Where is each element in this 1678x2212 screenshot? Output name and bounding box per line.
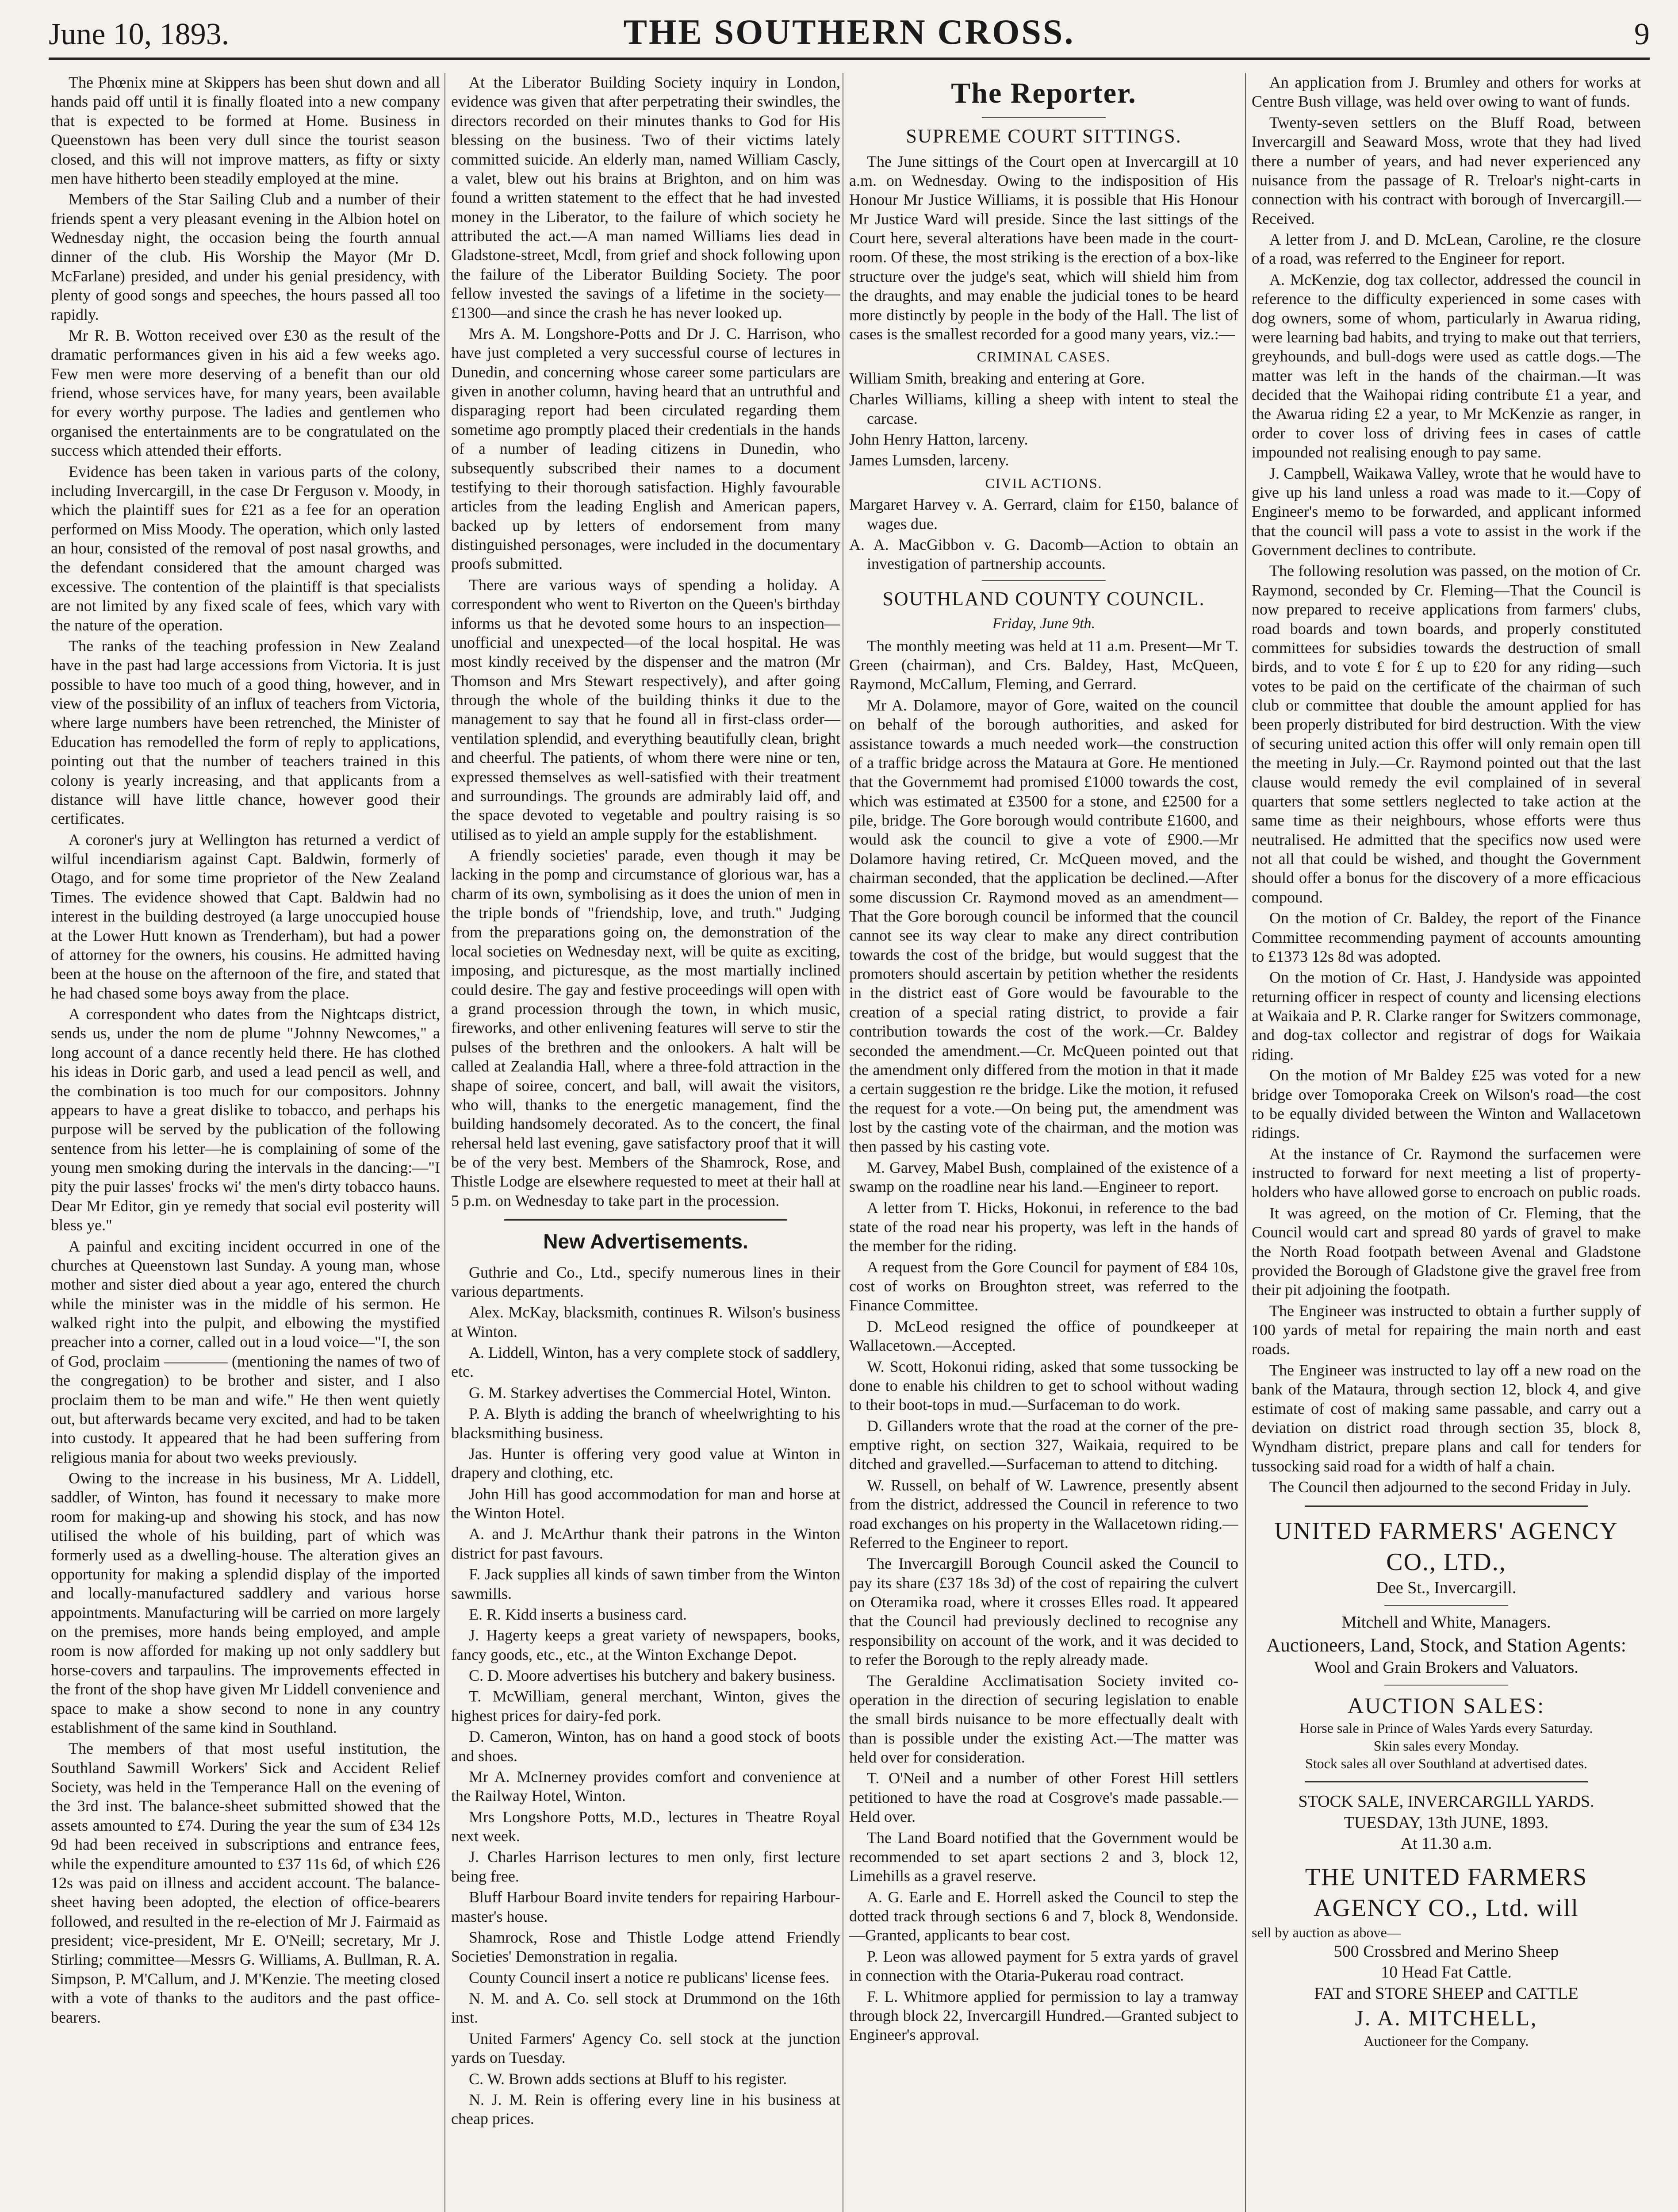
advertisement-notice: Mrs Longshore Potts, M.D., lectures in Theatre Royal next week. (451, 1808, 840, 1845)
advertisement-notice: Mr A. McInerney provides comfort and convenience at the Railway Hotel, Winton. (451, 1767, 840, 1805)
advertisement-notice: Jas. Hunter is offering very good value at Winton in drapery and clothing, etc. (451, 1444, 840, 1482)
news-paragraph: The Phœnix mine at Skippers has been shut down and all hands paid off until it is finally floated into a new company that is expected to be formed at Home. Business in Queenstown has been very dull since the tourist season closed, and this will not improve matters, as fifty or sixty men have hitherto been steadily employed at the mine. (51, 73, 440, 187)
news-paragraph: Mr R. B. Wotton received over £30 as the result of the dramatic performances given in his aid a few weeks ago. Few men were more deserving of a benefit than our old friend, whose services have, for many years, been available for every worthy purpose. The ladies and gentlemen who organised the entertainments are to be congratulated on the success which attended their efforts. (51, 326, 440, 460)
council-item: The Geraldine Acclimatisation Society invited co-operation in the direction of securing legislation to enable the small birds nuisance to be more effectually dealt with than is possible under the existing Act.—The matter was held over for consideration. (849, 1671, 1238, 1767)
council-item: J. Campbell, Waikawa Valley, wrote that he would have to give up his land unless a road was made to it.—Copy of Engineer's memo to be forwarded, and applicant informed that the council will pass a vote to assist in the work if the Government declines to contribute. (1252, 464, 1641, 559)
criminal-case: John Henry Hatton, larceny. (849, 430, 1028, 448)
news-paragraph: A correspondent who dates from the Nightcaps district, sends us, under the nom de plume "Johnny Newcomes," a long account of a dance recently held there. He has clothed his ideas in Doric garb, and used a lead pencil as well, and the combination is too much for our compositors. Johnny appears to have a great dislike to tobacco, and perhaps his purpose will be served by the publication of the following sentence from his letter—he is complaining of some of the young men smoking during the intervals in the dancing:—"I pity the puir lasses' frocks wi' the men's dirty tobacco hauns. Dear Mr Editor, gin ye remedy that social evil posterity will bless ye." (51, 1005, 440, 1234)
advertisement-notice: G. M. Starkey advertises the Commercial Hotel, Winton. (469, 1383, 831, 1402)
advertisement-notice: E. R. Kidd inserts a business card. (469, 1605, 687, 1623)
ad-lot: FAT and STORE SHEEP and CATTLE (1314, 1984, 1578, 2003)
column-4-articles (1252, 73, 1641, 1497)
divider (1305, 1781, 1588, 1782)
civil-actions-list (849, 495, 1238, 574)
ad-sell-by: sell by auction as above— (1252, 1924, 1401, 1940)
column-4 (1252, 73, 1641, 2212)
news-paragraph: At the Liberator Building Society inquiry in London, evidence was given that after perpetrating their swindles, the directors recorded on their minutes thanks to God for His blessing on the business. Two of their victims lately committed suicide. An elderly man, named William Cascly, a valet, blew out his brains at Brighton, and on him was found a written statement to the effect that he had invested money in the Liberator, to the failure of which society he attributed the act.—A man named Williams lies dead in Gladstone-street, Mcdl, from grief and shock following upon the failure of the Liberator Building Society. The poor fellow invested the savings of a lifetime in the society—£1300—and since the crash he has never looked up. (451, 73, 840, 322)
masthead (49, 9, 1650, 60)
council-item: The Engineer was instructed to obtain a further supply of 100 yards of metal for repairing the main north and east roads. (1252, 1302, 1641, 1358)
ad-brokers: Wool and Grain Brokers and Valuators. (1314, 1658, 1578, 1677)
column-rule (1245, 73, 1246, 2212)
county-council-heading: SOUTHLAND COUNTY COUNCIL. (882, 588, 1205, 610)
criminal-cases-list (849, 369, 1238, 470)
news-paragraph: Members of the Star Sailing Club and a number of their friends spent a very pleasant evening in the Albion hotel on Wednesday night, the occasion being the fourth annual dinner of the club. His Worship the Mayor (Mr D. McFarlane) presided, and under his genial presidency, with plenty of good songs and speeches, the hours passed all too rapidly. (51, 190, 440, 323)
council-item: T. O'Neil and a number of other Forest Hill settlers petitioned to have the road at Cosgrove's made passable.—Held over. (849, 1769, 1238, 1826)
reporter-heading: The Reporter. (951, 77, 1137, 109)
ad-auctioneer-title: Auctioneer for the Company. (1364, 2032, 1529, 2049)
news-paragraph: A painful and exciting incident occurred in one of the churches at Queenstown last Sunday. A young man, whose mother and sister died about a year ago, entered the church while the minister was in the middle of his sermon. He walked right into the pulpit, and elbowing the mystified preacher into a corner, called out in a loud voice—"I, the son of God, proclaim ———— (mentioning the names of two of the congregation) to be brother and sister, and I also proclaim them to be man and wife." He then went quietly out, but afterwards became very excited, and had to be taken into custody. It appeared that he had been suffering from religious mania for about two weeks previously. (51, 1237, 440, 1466)
council-item: A request from the Gore Council for payment of £84 10s, cost of works on Broughton street, was referred to the Finance Committee. (849, 1258, 1238, 1314)
county-council-date: Friday, June 9th. (992, 615, 1096, 632)
news-paragraph: A coroner's jury at Wellington has returned a verdict of wilful incendiarism against Capt. Baldwin, formerly of Otago, and for some time proprietor of the New Zealand Times. The evidence showed that Capt. Baldwin had no interest in the building destroyed (a large unoccupied house at the Lower Hutt known as Trenderham), but had a power of attorney for the owners, his cousins. He admitted having been at the house on the afternoon of the fire, and stated that he had chased some boys away from the place. (51, 830, 440, 1002)
advertisement-notice: J. Hagerty keeps a great variety of newspapers, books, fancy goods, etc., etc., at the Winton Exchange Depot. (451, 1626, 840, 1663)
new-advertisements-heading: New Advertisements. (543, 1230, 748, 1253)
council-item: On the motion of Cr. Hast, J. Handyside was appointed returning officer in respect of county and licensing elections at Waikaia and P. R. Clarke ranger for Switzers commonage, and dog-tax collector and registrar of dogs for Waikaia riding. (1252, 968, 1641, 1063)
divider (982, 117, 1106, 118)
ad-lot: 500 Crossbred and Merino Sheep (1333, 1942, 1559, 1961)
council-item: An application from J. Brumley and others for works at Centre Bush village, was held over owing to want of funds. (1252, 73, 1641, 111)
council-item: A letter from J. and D. McLean, Caroline, re the closure of a road, was referred to the Engineer for report. (1252, 230, 1641, 268)
news-paragraph: Evidence has been taken in various parts of the colony, including Invercargill, in the case Dr Ferguson v. Moody, in which the plaintiff sues for £21 as a fee for an operation performed on Miss Moody. The operation, which only lasted an hour, consisted of the removal of post nasal growths, and the defendant considered that the amount charged was excessive. The contention of the plaintiff is that specialists are not limited by any fixed scale of fees, which vary with the nature of the operation. (51, 462, 440, 634)
council-item: Twenty-seven settlers on the Bluff Road, between Invercargill and Seaward Moss, wrote that they had lived there a number of years, and had never experienced any nuisance from the passage of R. Treloar's night-carts in connection with his contract with borough of Invercargill.—Received. (1252, 113, 1641, 227)
divider (504, 1219, 787, 1221)
advertisement-notice: A. Liddell, Winton, has a very complete stock of saddlery, etc. (451, 1344, 840, 1381)
council-item: The Engineer was instructed to lay off a new road on the bank of the Mataura, through section 12, block 4, and give estimate of cost of making same passable, and carry out a deviation on district road through section 35, block 8, Wyndham district, prepare plans and call for tenders for tussocking said road for a width of half a chain. (1252, 1361, 1641, 1475)
council-item: On the motion of Cr. Baldey, the report of the Finance Committee recommending payment of accounts amounting to £1373 12s 8d was adopted. (1252, 909, 1641, 965)
ad-auction-line: Stock sales all over Southland at advertised dates. (1305, 1755, 1588, 1772)
advertisement-notice: Shamrock, Rose and Thistle Lodge attend Friendly Societies' Demonstration in regalia. (451, 1928, 840, 1966)
divider (1305, 1505, 1588, 1507)
ad-sale-time: At 11.30 a.m. (1400, 1834, 1492, 1853)
council-item: F. L. Whitmore applied for permission to lay a tramway through block 22, Invercargill Hundred.—Granted subject to Engineer's approval. (849, 1987, 1238, 2044)
column-2-articles (451, 73, 840, 1210)
criminal-cases-heading: CRIMINAL CASES. (977, 349, 1111, 365)
news-paragraph: The members of that most useful institution, the Southland Sawmill Workers' Sick and Accident Relief Society, was held in the Temperance Hall on the evening of the 3rd inst. The balance-sheet submitted showed that the assets amounted to £74. During the year the sum of £34 12s 9d had been received in subscriptions and entrance fees, while the expenditure amounted to £37 11s 6d, of which £26 12s was paid on illness and accident account. The balance-sheet having been adopted, the election of office-bearers followed, and resulted in the re-election of Mr J. Fairmaid as president; vice-president, Mr E. O'Neill; secretary, Mr J. Stirling; committee—Messrs G. Williams, A. Bullman, R. A. Simpson, P. M'Callum, and J. M'Kenzie. The meeting closed with a vote of thanks to the auditors and the past office-bearers. (51, 1740, 440, 2026)
council-item: Mr A. Dolamore, mayor of Gore, waited on the council on behalf of the borough authorities, and asked for assistance towards a much needed work—the construction of a traffic bridge across the Mataura at Gore. He mentioned that the Governmemt had promised £1000 towards the cost, which was estimated at £3500 for a stone, and £2500 for a pile, bridge. The Gore borough would contribute £1600, and would ask the council to give a vote of £900.—Mr Dolamore having retired, Cr. McQueen moved, and the chairman seconded, that the application be declined.—After some discussion Cr. Raymond moved as an amendment—That the Gore borough council be informed that the council cannot see its way clear to make any direct contribution towards the cost of the bridge, but would suggest that the promoters should ascertain by petition whether the residents in the district east of Gore would be favourable to the creation of a special rating district, to provide a fair contribution towards the cost of the work.—Cr. Baldey seconded the amendment.—Cr. McQueen pointed out that the amendment only differed from the motion in that it made a certain suggestion re the bridge. Like the motion, it refused the request for a vote.—On being put, the amendment was lost by the casting vote of the chairman, and the motion was then passed by his casting vote. (849, 696, 1238, 1156)
council-item: D. McLeod resigned the office of poundkeeper at Wallacetown.—Accepted. (849, 1317, 1238, 1355)
advertisement-notice: Bluff Harbour Board invite tenders for repairing Harbour-master's house. (451, 1888, 840, 1925)
council-item: On the motion of Mr Baldey £25 was voted for a new bridge over Tomoporaka Creek on Wilson's road—the cost to be equally divided between the Winton and Wallacetown ridings. (1252, 1066, 1641, 1142)
council-item: The Land Board notified that the Government would be recommended to set apart sections 2 and 3, block 12, Limehills as a gravel reserve. (849, 1828, 1238, 1885)
issue-date: June 10, 1893. (49, 17, 230, 51)
advertisement-notice: A. and J. McArthur thank their patrons in the Winton district for past favours. (451, 1525, 840, 1562)
advertisement-notice: Guthrie and Co., Ltd., specify numerous lines in their various departments. (451, 1263, 840, 1300)
ad-auction-line: Skin sales every Monday. (1373, 1738, 1519, 1754)
council-item: A. McKenzie, dog tax collector, addressed the council in reference to the difficulty experienced in some cases with dog owners, some of whom, particularly in Awarua riding, were learning bad habits, and trying to make out that terriers, greyhounds, and bull-dogs were used as cattle dogs.—The matter was left in the hands of the chairman.—It was decided that the Waihopai riding contribute £1 a year, and the Awarua riding £2 a year, to Mr McKenzie as ranger, in order to cover loss of driving fees in cases of cattle impounded not realising enough to pay same. (1252, 270, 1641, 461)
advertisement-notice: John Hill has good accommodation for man and horse at the Winton Hotel. (451, 1485, 840, 1522)
news-paragraph: Mrs A. M. Longshore-Potts and Dr J. C. Harrison, who have just completed a very successful course of lectures in Dunedin, and concerning whose career some particulars are given in another column, having heard that an untruthful and disparaging report had been circulated regarding them sometime ago promptly placed their credentials in the hands of a number of leading citizens in Dunedin, who subsequently subscribed their names to a document testifying to their thorough satisfaction. Highly favourable articles from the leading English and American papers, backed up by letters of endorsement from many distinguished personages, were included in the documentary proofs submitted. (451, 324, 840, 573)
advertisement-notice: T. McWilliam, general merchant, Winton, gives the highest prices for dairy-fed pork. (451, 1687, 840, 1724)
ad-company-name-2: THE UNITED FARMERS AGENCY CO., Ltd. will (1305, 1863, 1588, 1922)
criminal-case: William Smith, breaking and entering at Gore. (849, 369, 1145, 387)
civil-action: A. A. MacGibbon v. G. Dacomb—Action to obtain an investigation of partnership accounts. (849, 536, 1238, 573)
council-item: At the instance of Cr. Raymond the surfacemen were instructed to forward for next meeting a list of property-holders who have allowed gorse to encroach on public roads. (1252, 1144, 1641, 1201)
advertisement-notice: C. D. Moore advertises his butchery and bakery business. (469, 1667, 835, 1685)
ad-managers: Mitchell and White, Managers. (1341, 1613, 1551, 1632)
council-item: The monthly meeting was held at 11 a.m. Present—Mr T. Green (chairman), and Crs. Baldey, Hast, McQueen, Raymond, McCallum, Fleming, and Gerrard. (849, 637, 1238, 693)
divider (982, 580, 1106, 581)
council-item: P. Leon was allowed payment for 5 extra yards of gravel in connection with the Otaria-Pukerau road contract. (849, 1947, 1238, 1985)
advertisement-notice: F. Jack supplies all kinds of sawn timber from the Winton sawmills. (451, 1565, 840, 1602)
new-advertisements-list (451, 1263, 840, 2129)
column-rule (444, 73, 445, 2212)
advertisement-notice: D. Cameron, Winton, has on hand a good stock of boots and shoes. (451, 1728, 840, 1765)
ad-address: Dee St., Invercargill. (1376, 1578, 1517, 1598)
council-item: W. Russell, on behalf of W. Lawrence, presently absent from the district, addressed the Council in reference to two road exchanges on his property in the Wallacetown riding.—Referred to the Engineer to report. (849, 1476, 1238, 1551)
criminal-case: Charles Williams, killing a sheep with intent to steal the carcase. (849, 390, 1238, 427)
advertisement-notice: Alex. McKay, blacksmith, continues R. Wilson's business at Winton. (451, 1303, 840, 1340)
advertisement-notice: United Farmers' Agency Co. sell stock at the junction yards on Tuesday. (451, 2029, 840, 2067)
civil-action: Margaret Harvey v. A. Gerrard, claim for £150, balance of wages due. (849, 495, 1238, 533)
column-1 (51, 73, 440, 2212)
ad-auctioneer-name: J. A. MITCHELL, (1355, 2005, 1538, 2031)
divider (1384, 1605, 1508, 1606)
ad-lot: 10 Head Fat Cattle. (1381, 1963, 1512, 1982)
ad-company-name: UNITED FARMERS' AGENCY CO., LTD., (1274, 1517, 1618, 1576)
civil-actions-heading: CIVIL ACTIONS. (985, 475, 1103, 491)
column-2 (451, 73, 840, 2212)
advertisement-notice: C. W. Brown adds sections at Bluff to his register. (469, 2070, 787, 2088)
advertisement-notice: N. J. M. Rein is offering every line in his business at cheap prices. (451, 2090, 840, 2128)
supreme-court-intro: The June sittings of the Court open at Invercargill at 10 a.m. on Wednesday. Owing to the indisposition of His Honour Mr Justice Williams, it is possible that His Honour Mr Justice Ward will preside. Since the last sittings of the Court here, several alterations have been made in the court-room. Of these, the most striking is the erection of a box-like structure over the judge's seat, which will shield him from the draughts, and may enable the judicial tones to be heard more distinctly by people in the body of the Hall. The list of cases is the smallest recorded for a good many years, viz.:— (849, 152, 1238, 343)
council-item: M. Garvey, Mabel Bush, complained of the existence of a swamp on the roadline near his land.—Engineer to report. (849, 1158, 1238, 1196)
united-farmers-advertisement (1252, 1516, 1641, 2050)
news-paragraph: Owing to the increase in his business, Mr A. Liddell, saddler, of Winton, has found it necessary to make more room for making-up and showing his stock, and has now utilised the whole of his building, part of which was formerly used as a dwelling-house. The alteration gives an opportunity for making a splendid display of the imported and locally-manufactured saddlery and various horse appointments. Manufacturing will be carried on more largely on the premises, more hands being employed, and ample room is now afforded for making up not only saddlery but horse-covers and tarpaulins. The improvements effected in the front of the shop have given Mr Liddell convenience and space to make a show second to none in any country establishment of the same kind in Southland. (51, 1469, 440, 1736)
advertisement-notice: N. M. and A. Co. sell stock at Drummond on the 16th inst. (451, 1989, 840, 2027)
ad-stock-sale: STOCK SALE, INVERCARGILL YARDS. (1298, 1792, 1594, 1811)
ad-auction-line: Horse sale in Prince of Wales Yards every Saturday. (1299, 1720, 1593, 1736)
news-paragraph: There are various ways of spending a holiday. A correspondent who went to Riverton on the Queen's birthday informs us that he devoted some hours to an inspection—unofficial and unexpected—of the local hospital. He was most kindly received by the dispenser and the matron (Mr Thomson and Mrs Stewart respectively), and after going through the whole of the building thinks it due to the management to say that he found all in first-class order—ventilation splendid, and everything beautifully clean, bright and cheerful. The patients, of whom there were nine or ten, expressed themselves as well-satisfied with their treatment and surroundings. The grounds are admirably laid off, and the space devoted to vegetable and poultry raising is so utilised as to yield an ample supply for the establishment. (451, 576, 840, 843)
council-item: A letter from T. Hicks, Hokonui, in reference to the bad state of the road near his property, was left in the hands of the member for the riding. (849, 1198, 1238, 1255)
advertisement-notice: P. A. Blyth is adding the branch of wheelwrighting to his blacksmithing business. (451, 1405, 840, 1442)
page-number: 9 (1634, 17, 1650, 51)
council-item: It was agreed, on the motion of Cr. Fleming, that the Council would cart and spread 80 yards of gravel to make the North Road footpath between Avenal and Gladstone provided the Borough of Gladstone give the gravel free from their pit adjoining the footpath. (1252, 1204, 1641, 1299)
council-item: D. Gillanders wrote that the road at the corner of the pre-emptive right, on section 327, Waikaia, required to be ditched and gravelled.—Surfaceman to attend to ditching. (849, 1417, 1238, 1473)
news-paragraph: A friendly societies' parade, even though it may be lacking in the pomp and circumstance of glorious war, has a charm of its own, symbolising as it does the union of men in the triple bonds of "friendship, love, and truth." Judging from the preparations going on, the demonstration of the local societies on Wednesday next, will be quite as exciting, imposing, and picturesque, as the most martially inclined could desire. The gay and festive proceedings will open with a grand procession through the town, in which music, fireworks, and other enlivening features will serve to stir the pulses of the brethren and the onlookers. A halt will be called at Zealandia Hall, where a three-fold attraction in the shape of soiree, concert, and ball, will await the visitors, who will, thanks to the energetic management, find the building handsomely decorated. As to the concert, the final rehersal held last evening, gave satisfactory proof that it will be of the very best. Members of the Shamrock, Rose, and Thistle Lodge are elsewhere requested to meet at their hall at 5 p.m. on Wednesday to take part in the procession. (451, 846, 840, 1210)
council-item: The Council then adjourned to the second Friday in July. (1269, 1478, 1631, 1496)
council-item: The Invercargill Borough Council asked the Council to pay its share (£37 18s 3d) of the cost of repairing the culvert on Oteramika road, where it crosses Elles road. It appeared that the Council had previously declined to recognise any responsibility on account of the work, and it was decided to to refer the Borough to the reply already made. (849, 1555, 1238, 1669)
paper-title: THE SOUTHERN CROSS. (623, 13, 1075, 52)
advertisement-notice: J. Charles Harrison lectures to men only, first lecture being free. (451, 1848, 840, 1885)
criminal-case: James Lumsden, larceny. (849, 451, 1009, 469)
divider (1384, 1685, 1508, 1686)
news-paragraph: The ranks of the teaching profession in New Zealand have in the past had large accessions from Victoria. It is just possible to have too much of a good thing, however, and in view of the possibility of an influx of teachers from Victoria, where large numbers have been retrenched, the Minister of Education has remodelled the form of reply to applications, pointing out that the number of teachers trained in this colony is yearly increasing, and that applicants from a distance will have little chance, however good their certificates. (51, 637, 440, 828)
supreme-court-heading: SUPREME COURT SITTINGS. (906, 125, 1182, 147)
council-item: W. Scott, Hokonui riding, asked that some tussocking be done to enable his children to get to school without wading to their boot-tops in mud.—Surfaceman to do work. (849, 1357, 1238, 1414)
county-council-report (849, 637, 1238, 2045)
ad-auction-heading: AUCTION SALES: (1347, 1693, 1545, 1718)
ad-sale-date: TUESDAY, 13th JUNE, 1893. (1344, 1813, 1549, 1832)
council-item: A. G. Earle and E. Horrell asked the Council to step the dotted track through sections 6 and 7, block 8, Wendonside.—Granted, applicants to bear cost. (849, 1888, 1238, 1944)
council-item: The following resolution was passed, on the motion of Cr. Raymond, seconded by Cr. Fleming—That the Council is now prepared to receive applications from farmers' clubs, road boards and town boards, and properly constituted committees for subsidies towards the destruction of small birds, and to vote £ for £ up to £20 for any riding—such votes to be paid on the certificate of the chairman of such club or committee that double the amount applied for has been properly distributed for bird destruction. With the view of securing united action this offer will only remain open till the meeting in July.—Cr. Raymond pointed out that the last clause would remedy the evil complained of in several quarters that some settlers neglected to take action at the same time as their neighbours, whose efforts were thus neutralised. He admitted that the specifics now used were not all that could be wished, and thought the Government should offer a bonus for the discovery of a more efficacious compound. (1252, 562, 1641, 906)
advertisement-notice: County Council insert a notice re publicans' license fees. (469, 1968, 830, 1986)
ad-auctioneers: Auctioneers, Land, Stock, and Station Agents: (1266, 1634, 1626, 1656)
column-3 (849, 73, 1238, 2212)
